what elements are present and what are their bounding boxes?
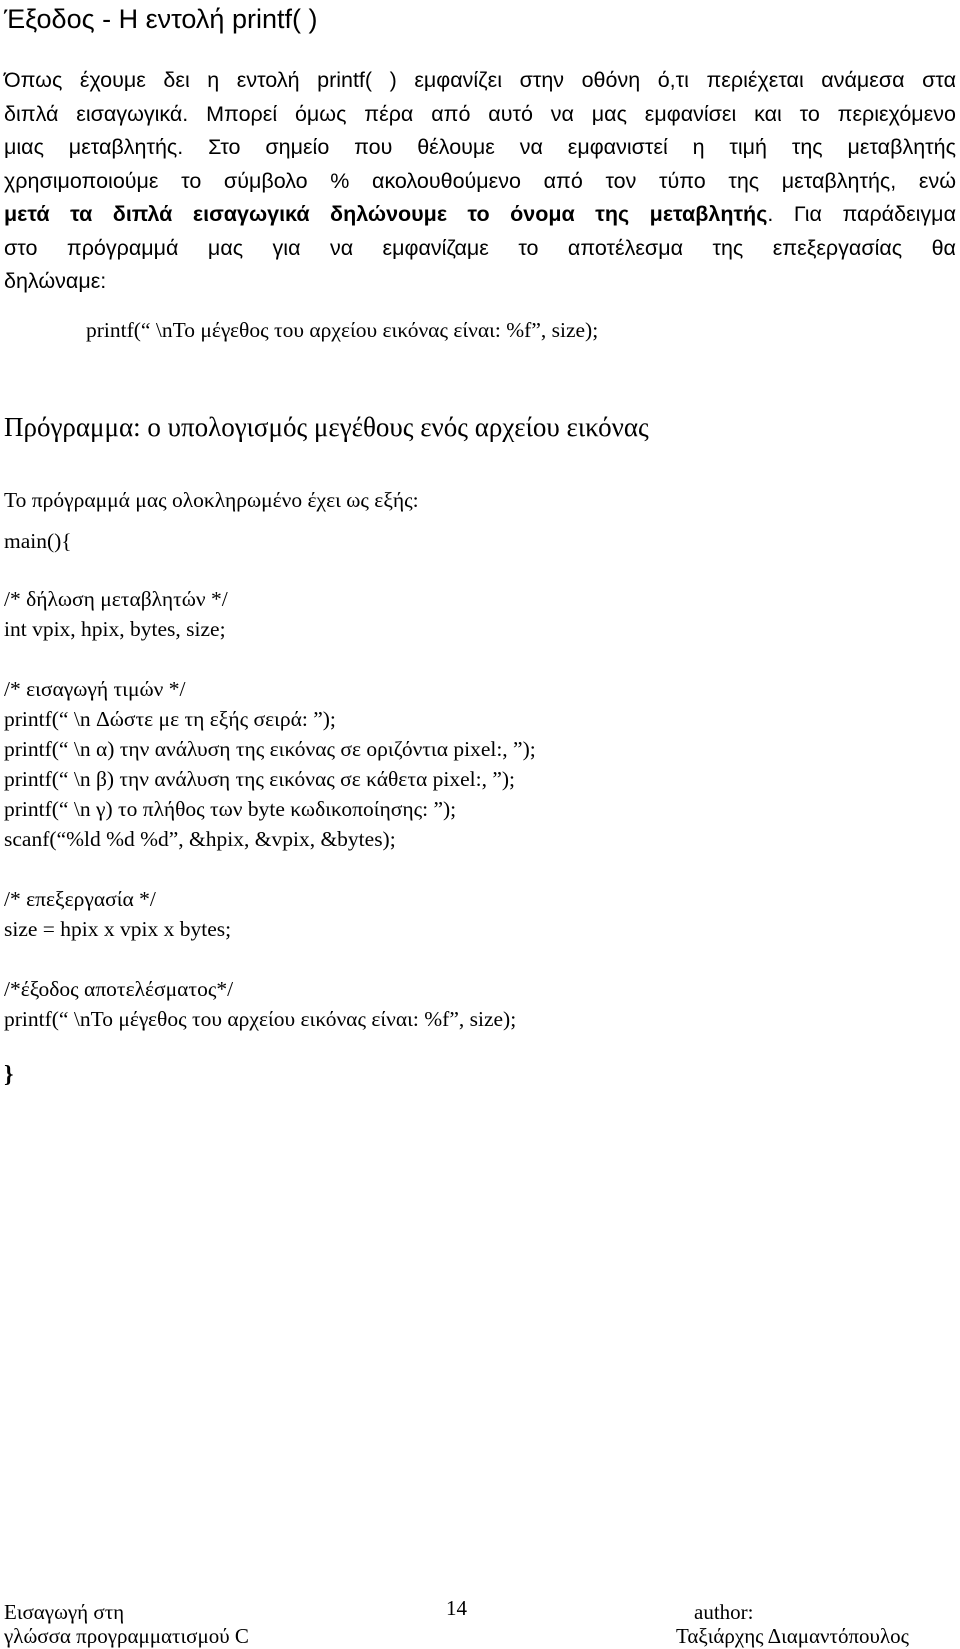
code-input-line: scanf(“%ld %d %d”, &hpix, &vpix, &bytes); (4, 827, 396, 851)
code-input-comment: /* εισαγωγή τιμών */ (4, 677, 186, 701)
footer-course-line2: γλώσσα προγραμματισμού C (4, 1624, 249, 1648)
code-process: size = hpix x vpix x bytes; (4, 917, 232, 941)
code-output: printf(“ \nΤο μέγεθος του αρχείου εικόνας είναι: %f”, size); (4, 1007, 517, 1031)
section-title: Έξοδος - Η εντολή printf( ) (4, 4, 318, 34)
intro-line: Όπως έχουμε δει η εντολή printf( ) εμφανίζει στην οθόνη ό,τι περιέχεται ανάμεσα στα (4, 68, 956, 92)
intro-line: μιας μεταβλητής. Στο σημείο που θέλουμε να εμφανιστεί η τιμή της μεταβλητής (4, 135, 956, 159)
intro-line-with-bold (4, 198, 956, 232)
program-heading: Πρόγραμμα: ο υπολογισμός μεγέθους ενός αρχείου εικόνας (4, 412, 649, 442)
code-main-open-text: main(){ (4, 529, 72, 553)
intro-line: δηλώναμε: (4, 269, 107, 293)
code-input-line: printf(“ \n β) την ανάλυση της εικόνας σε κάθετα pixel:, ”); (4, 767, 516, 791)
intro-line: στο πρόγραμμά μας για να εμφανίζαμε το αποτέλεσμα της επεξεργασίας θα (4, 235, 956, 260)
intro-line: διπλά εισαγωγικά. Μπορεί όμως πέρα από αυτό να μας εμφανίσει και το περιεχόμενο (4, 101, 956, 126)
code-main-open (4, 526, 72, 556)
code-decl-comment: /* δήλωση μεταβλητών */ (4, 587, 228, 611)
example-code: printf(“ \nΤο μέγεθος του αρχείου εικόνας είναι: %f”, size); (86, 318, 599, 342)
code-input-line: printf(“ \n γ) το πλήθος των byte κωδικοποίησης: ”); (4, 797, 457, 821)
page-number: 14 (446, 1596, 467, 1620)
code-input-line: printf(“ \n Δώστε με τη εξής σειρά: ”); (4, 707, 336, 731)
footer-course-line1: Εισαγωγή στη (4, 1600, 125, 1624)
intro-after-bold: . Για παράδειγμα (767, 202, 956, 226)
code-close-brace: } (4, 1062, 14, 1088)
footer-author-label: author: (694, 1600, 754, 1624)
program-intro: Το πρόγραμμά μας ολοκληρωμένο έχει ως εξής: (4, 488, 419, 512)
code-decl: int vpix, hpix, bytes, size; (4, 617, 226, 641)
code-output-comment: /*έξοδος αποτελέσματος*/ (4, 977, 234, 1001)
intro-paragraph (4, 64, 956, 299)
intro-line: χρησιμοποιούμε το σύμβολο % ακολουθούμενο από τον τύπο της μεταβλητής, ενώ (4, 168, 956, 193)
footer-author-name: Ταξιάρχης Διαμαντόπουλος (676, 1624, 909, 1648)
code-process-comment: /* επεξεργασία */ (4, 887, 156, 911)
intro-bold-text: μετά τα διπλά εισαγωγικά δηλώνουμε το όνομα της μεταβλητής (4, 202, 768, 226)
code-input-line: printf(“ \n α) την ανάλυση της εικόνας σε οριζόντια pixel:, ”); (4, 737, 536, 761)
